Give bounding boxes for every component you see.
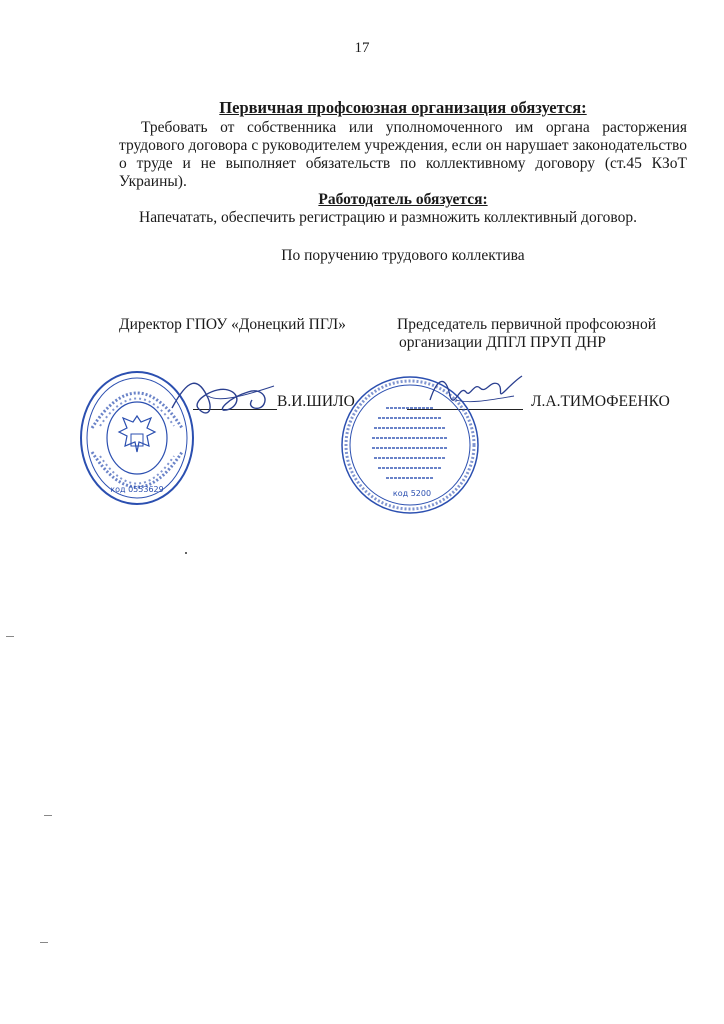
employer-obligations-heading: Работодатель обязуется: [318,191,488,208]
chair-title [397,316,687,352]
margin-mark [44,815,52,816]
union-obligations-heading: Первичная профсоюзная организация обязуется: [219,98,587,117]
margin-mark [40,942,48,943]
right-seal-code: код 5200 [392,489,432,498]
chair-title-line2: организации ДПГЛ ПРУП ДНР [399,334,606,351]
chair-signature-icon [426,370,526,425]
left-seal-code: код 0553629 [110,485,164,494]
director-name: В.И.ШИЛО [277,393,355,410]
stray-mark [185,552,187,554]
employer-obligations-text: Напечатать, обеспечить регистрацию и размножить коллективный договор. [139,209,638,226]
chair-title-line1: Председатель первичной профсоюзной [397,316,657,333]
mandate-line: По поручению трудового коллектива [281,247,525,264]
margin-mark [6,636,14,637]
union-obligations-text: Требовать от собственника или уполномоченного им органа расторжения трудового договора с руководителем учреждения, если он нарушает законодательство о труде и не выполняет обязательств по коллективному договору (ст.45 КЗоТ Украины). [119,119,687,190]
director-title: Директор ГПОУ «Донецкий ПГЛ» [119,316,346,333]
document-body [119,99,687,265]
chair-name: Л.А.ТИМОФЕЕНКО [531,393,670,410]
director-signature-icon [168,368,278,433]
page-number: 17 [354,40,370,56]
